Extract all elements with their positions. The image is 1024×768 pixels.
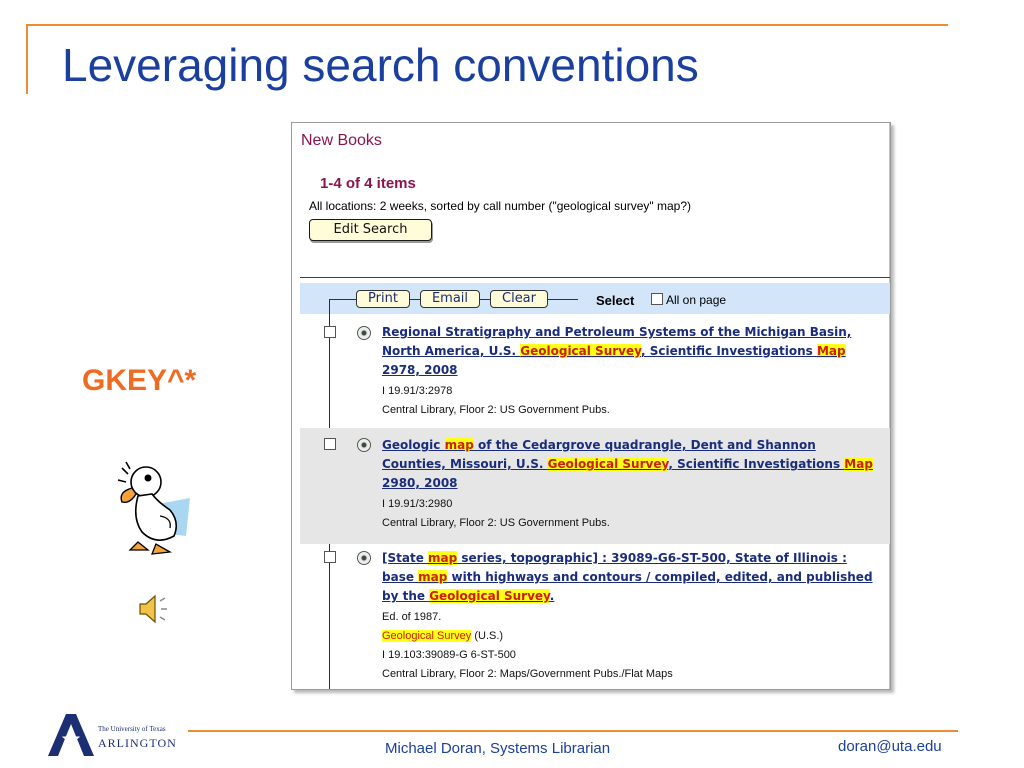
catalog-screenshot (291, 122, 891, 690)
panel-scrollbar[interactable] (889, 123, 890, 689)
slide-title: Leveraging search conventions (62, 39, 699, 91)
call-number: I 19.103:39089-G 6-ST-500 (382, 649, 516, 661)
search-description: All locations: 2 weeks, sorted by call number ("geological survey" map?) (309, 199, 692, 213)
item-title-link[interactable] (382, 436, 878, 493)
item-checkbox[interactable] (324, 551, 336, 563)
author-highlight: Geological Survey (382, 630, 472, 642)
call-number: I 19.91/3:2978 (382, 385, 453, 397)
logo-text-small: The University of Texas (98, 725, 166, 733)
title-highlight: map (428, 551, 458, 565)
catalog-heading: New Books (301, 132, 382, 149)
title-text: 2978, 2008 (382, 363, 458, 377)
title-highlight: map (444, 438, 474, 452)
title-text: Regional Stratigraphy and Petroleum Systems of the Michigan Basin, North America, U.S. (382, 325, 852, 358)
title-text: of the Cedargrove quadrangle, Dent and Shannon Counties, Missouri, U.S. (382, 438, 816, 471)
item-status-icon (357, 326, 371, 340)
frame-left-rule (26, 24, 28, 94)
item-title-link[interactable] (382, 549, 878, 606)
uta-star-a-logo (46, 712, 96, 758)
footer-rule (188, 730, 958, 732)
section-divider (300, 277, 890, 278)
title-highlight: Map (816, 344, 846, 358)
title-highlight: Map (844, 457, 873, 471)
toolbar-connector (330, 299, 356, 300)
title-highlight: Geological Survey (547, 457, 669, 471)
item-status-icon (357, 551, 371, 565)
title-text: , Scientific Investigations (641, 344, 817, 358)
item-title-link[interactable] (382, 323, 878, 380)
footer-author: Michael Doran, Systems Librarian (385, 740, 611, 757)
toolbar-connector (548, 299, 578, 300)
title-text: , Scientific Investigations (668, 457, 845, 471)
item-status-icon (357, 438, 371, 452)
title-text: 2980, 2008 (382, 476, 458, 490)
speaker-icon[interactable] (134, 592, 174, 626)
author-line (382, 630, 503, 642)
title-text: . (549, 589, 555, 603)
toolbar-connector (410, 299, 420, 300)
email-button[interactable]: Email (420, 290, 480, 308)
title-text: [State (382, 551, 429, 565)
duck-clipart-icon (112, 458, 194, 558)
call-number: I 19.91/3:2980 (382, 498, 453, 510)
item-checkbox[interactable] (324, 326, 336, 338)
title-text: series, topographic] : 39089-G6-ST-500, State of Illinois : base (382, 551, 847, 584)
location: Central Library, Floor 2: US Government Pubs. (382, 517, 610, 529)
toolbar-connector (480, 299, 490, 300)
search-keyword: GKEY^* (82, 364, 197, 397)
select-all-checkbox[interactable] (651, 293, 663, 305)
title-text: Geologic (382, 438, 445, 452)
edit-search-button[interactable]: Edit Search (309, 219, 432, 241)
frame-top-rule (26, 24, 948, 26)
author-text: (U.S.) (471, 630, 504, 642)
select-label: Select (596, 293, 635, 308)
location: Central Library, Floor 2: Maps/Government Pubs./Flat Maps (382, 668, 673, 680)
all-on-page-label: All on page (666, 293, 727, 307)
location: Central Library, Floor 2: US Government Pubs. (382, 404, 610, 416)
result-count: 1-4 of 4 items (320, 175, 416, 192)
university-logo (46, 712, 206, 760)
title-highlight: Geological Survey (429, 589, 550, 603)
edition: Ed. of 1987. (382, 611, 442, 623)
item-checkbox[interactable] (324, 438, 336, 450)
title-highlight: map (418, 570, 448, 584)
footer-email: doran@uta.edu (838, 738, 942, 755)
title-text: with highways and contours / compiled, edited, and published by the (382, 570, 873, 603)
title-highlight: Geological Survey (520, 344, 642, 358)
clear-button[interactable]: Clear (490, 290, 548, 308)
logo-text-large: ARLINGTON (98, 736, 177, 750)
print-button[interactable]: Print (356, 290, 410, 308)
